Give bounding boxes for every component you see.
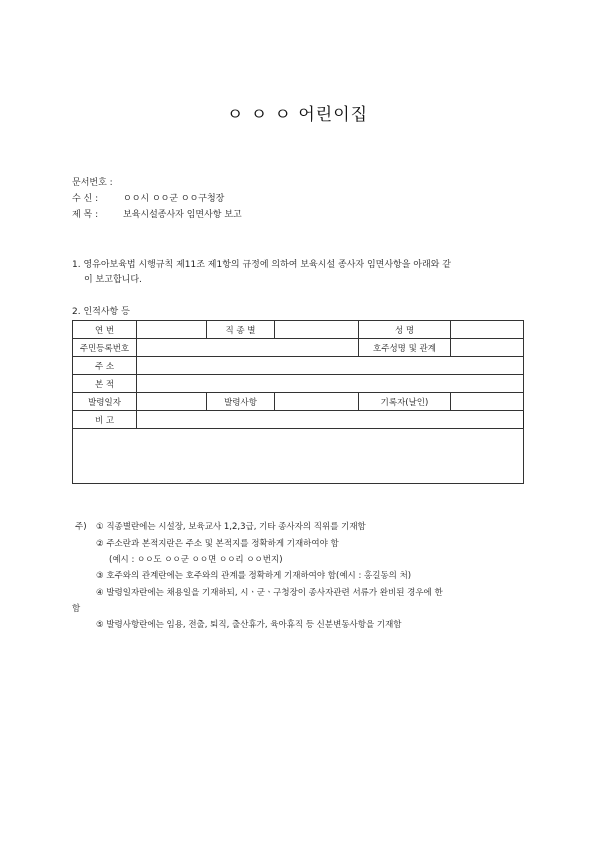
- section-2-heading: 2. 인적사항 등: [72, 307, 130, 317]
- domicile-cell[interactable]: [137, 375, 524, 393]
- table-row: [73, 339, 524, 357]
- recipient-label: 수 신 :: [72, 194, 99, 204]
- personnel-table: [72, 320, 524, 484]
- resident-number-cell[interactable]: [137, 339, 359, 357]
- name-cell[interactable]: [451, 321, 524, 339]
- address-cell[interactable]: [137, 357, 524, 375]
- notes-label: 주): [75, 522, 87, 532]
- householder-cell[interactable]: [451, 339, 524, 357]
- page-title: ㅇ ㅇ ㅇ 어린이집: [226, 105, 369, 125]
- table-row: [73, 393, 524, 411]
- resident-number-label: 주민등록번호: [73, 339, 137, 357]
- paragraph-1-line-1: 1. 영유아보육법 시행규칙 제11조 제1항의 규정에 의하여 보육시설 종사자 임면사항을 아래와 같: [72, 260, 451, 270]
- table-row: [73, 375, 524, 393]
- table-row: [73, 321, 524, 339]
- job-cell[interactable]: [275, 321, 359, 339]
- subject-label: 제 목 :: [72, 210, 99, 220]
- serial-cell[interactable]: [137, 321, 207, 339]
- note-5: ⑤ 발령사항란에는 임용, 전출, 퇴직, 출산휴가, 육아휴직 등 신분변동사항을 기재함: [96, 620, 402, 630]
- name-label: 성 명: [359, 321, 451, 339]
- remarks-header-cell: [137, 411, 524, 429]
- recorder-label: 기록자(날인): [359, 393, 451, 411]
- note-2: ② 주소란과 본적지란은 주소 및 본적지를 정확하게 기재하여야 함: [96, 539, 339, 549]
- remarks-label: 비 고: [73, 411, 137, 429]
- recipient-value: ㅇㅇ시 ㅇㅇ군 ㅇㅇ구청장: [123, 194, 225, 204]
- appoint-matter-label: 발령사항: [207, 393, 275, 411]
- note-4-line-1: ④ 발령일자란에는 채용일을 기재하되, 시ㆍ군ㆍ구청장이 종사자관련 서류가 완비된 경우에 한: [96, 588, 443, 598]
- table-row: [73, 411, 524, 429]
- householder-label: 호주성명 및 관계: [359, 339, 451, 357]
- appoint-date-cell[interactable]: [137, 393, 207, 411]
- note-1: ① 직종별란에는 시설장, 보육교사 1,2,3급, 기타 종사자의 직위를 기재함: [96, 522, 366, 532]
- appoint-date-label: 발령일자: [73, 393, 137, 411]
- job-label: 직 종 별: [207, 321, 275, 339]
- note-3: ③ 호주와의 관계란에는 호주와의 관계를 정확하게 기재하여야 함(예시 : 홍길동의 처): [96, 571, 412, 581]
- domicile-label: 본 적: [73, 375, 137, 393]
- paragraph-1-line-2: 이 보고합니다.: [84, 275, 142, 285]
- note-2-example: (예시 : ㅇㅇ도 ㅇㅇ군 ㅇㅇ면 ㅇㅇ리 ㅇㅇ번지): [109, 555, 283, 565]
- doc-number-label: 문서번호 :: [72, 178, 113, 188]
- recorder-cell[interactable]: [451, 393, 524, 411]
- table-row: [73, 357, 524, 375]
- subject-value: 보육시설종사자 임면사항 보고: [123, 210, 242, 220]
- appoint-matter-cell[interactable]: [275, 393, 359, 411]
- address-label: 주 소: [73, 357, 137, 375]
- serial-label: 연 번: [73, 321, 137, 339]
- table-row: [73, 429, 524, 484]
- remarks-cell[interactable]: [73, 429, 524, 484]
- note-4-line-2: 함: [72, 604, 81, 614]
